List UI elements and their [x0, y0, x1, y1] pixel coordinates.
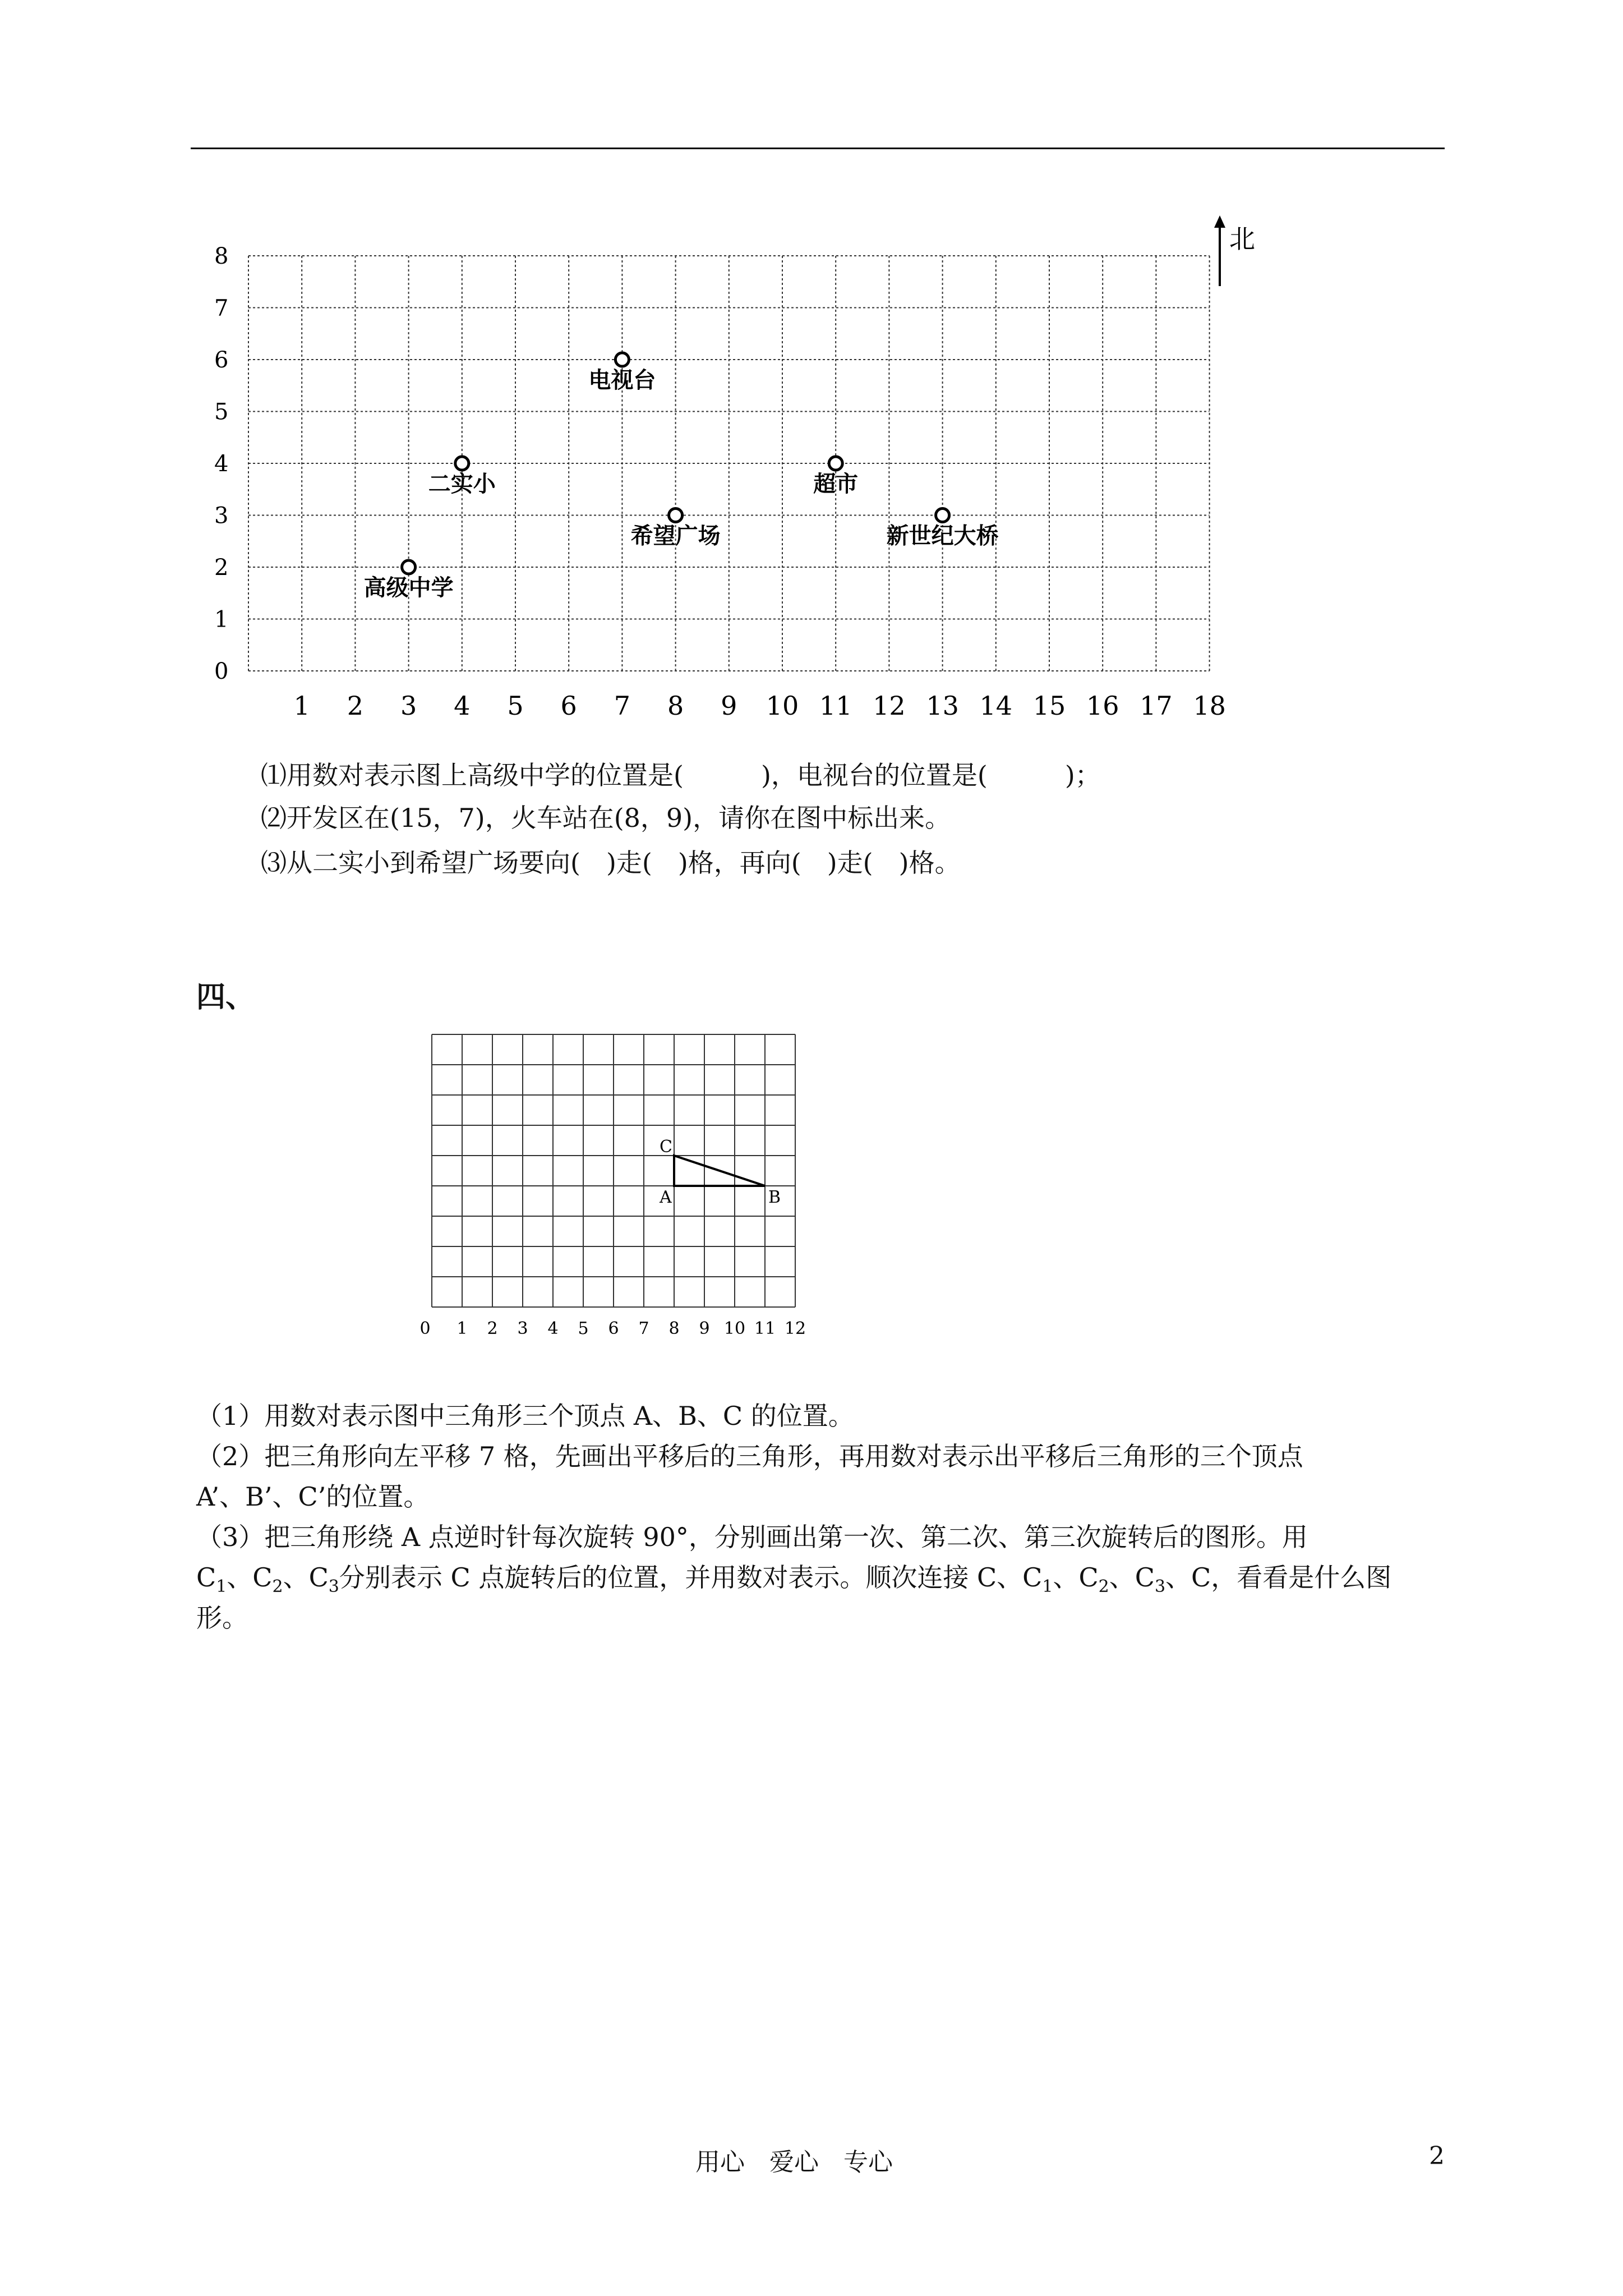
map-y-tick: 1: [214, 606, 229, 633]
map-x-ticks: [294, 691, 1226, 721]
map-x-tick: 16: [1086, 691, 1119, 721]
small-grid-x-tick: 8: [668, 1319, 680, 1338]
small-grid-x-tick: 6: [608, 1319, 619, 1338]
small-grid-x-tick: 7: [638, 1319, 649, 1338]
place-marker: [829, 457, 842, 470]
footer-motto: 用心 爱心 专心: [695, 2148, 893, 2177]
map-y-ticks: [214, 243, 228, 684]
map-y-tick: 6: [214, 347, 229, 373]
place-label: 电视台: [588, 367, 656, 393]
triangle-grid: [415, 1021, 841, 1341]
map-x-tick: 11: [819, 691, 852, 721]
place-label: 新世纪大桥: [886, 523, 999, 549]
map-places: [364, 353, 999, 601]
coordinate-map: [202, 208, 1295, 735]
part3-question-1: ⑴用数对表示图上高级中学的位置是( )，电视台的位置是( )；: [261, 760, 1101, 790]
place-marker: [669, 509, 683, 522]
map-y-tick: 5: [214, 399, 229, 425]
map-y-tick: 0: [214, 659, 229, 684]
triangle: [674, 1156, 765, 1186]
map-x-tick: 15: [1032, 691, 1066, 721]
small-grid-x-tick: 5: [578, 1319, 589, 1338]
page-number: 2: [1429, 2142, 1445, 2170]
place-marker: [402, 560, 416, 574]
map-x-tick: 1: [293, 691, 310, 721]
map-x-tick: 3: [400, 691, 417, 721]
header-rule: [191, 148, 1445, 149]
map-grid: [248, 256, 1210, 671]
map-x-tick: 10: [766, 691, 799, 721]
part3-question-2: ⑵开发区在(15，7)，火车站在(8，9)，请你在图中标出来。: [261, 803, 951, 833]
small-grid-x-tick: 4: [547, 1319, 559, 1338]
vertex-label-c: C: [660, 1137, 672, 1157]
small-grid-x-tick: 2: [487, 1319, 498, 1338]
place-label: 超市: [813, 471, 859, 497]
map-x-tick: 9: [721, 691, 737, 721]
map-x-tick: 14: [979, 691, 1013, 721]
map-x-tick: 5: [507, 691, 524, 721]
small-grid-x-tick: 3: [517, 1319, 528, 1338]
place-marker: [615, 353, 629, 366]
triangle-abc: [659, 1137, 781, 1207]
map-y-tick: 3: [214, 503, 229, 529]
part4-question-2-line2: A’、B’、C’的位置。: [196, 1481, 430, 1512]
small-grid-x-tick: 12: [784, 1319, 806, 1338]
map-x-tick: 7: [614, 691, 631, 721]
part4-question-2-line1: （2）把三角形向左平移 7 格，先画出平移后的三角形，再用数对表示出平移后三角形的三个顶点: [196, 1441, 1303, 1471]
north-arrow: [1214, 215, 1255, 286]
map-y-tick: 2: [214, 555, 229, 581]
part4-question-3-line3: 形。: [196, 1603, 248, 1633]
place-label: 二实小: [428, 471, 496, 497]
svg-text:北: 北: [1229, 224, 1255, 254]
map-x-tick: 8: [667, 691, 684, 721]
map-y-tick: 7: [214, 295, 229, 321]
small-grid-x-tick: 11: [754, 1319, 776, 1338]
part4-question-3-line1: （3）把三角形绕 A 点逆时针每次旋转 90°，分别画出第一次、第二次、第三次旋转后的图形。用: [196, 1522, 1308, 1552]
place-label: 希望广场: [630, 523, 721, 549]
small-grid-x-ticks: [419, 1319, 806, 1338]
vertex-label-b: B: [768, 1188, 781, 1207]
place-label: 高级中学: [363, 575, 454, 601]
vertex-label-a: A: [660, 1188, 672, 1207]
section-heading: 四、: [196, 980, 255, 1014]
small-grid-x-tick: 9: [699, 1319, 710, 1338]
map-x-tick: 18: [1193, 691, 1226, 721]
map-x-tick: 17: [1140, 691, 1173, 721]
map-x-tick: 12: [873, 691, 906, 721]
map-x-tick: 13: [926, 691, 959, 721]
map-x-tick: 2: [347, 691, 364, 721]
small-grid: [432, 1034, 795, 1307]
place-marker: [936, 509, 949, 522]
place-marker: [455, 457, 469, 470]
map-x-tick: 4: [454, 691, 471, 721]
part4-question-1: （1）用数对表示图中三角形三个顶点 A、B、C 的位置。: [196, 1401, 854, 1431]
small-grid-x-tick: 0: [419, 1319, 431, 1338]
small-grid-x-tick: 1: [457, 1319, 468, 1338]
small-grid-x-tick: 10: [723, 1319, 746, 1338]
map-y-tick: 8: [214, 243, 229, 269]
part4-question-3-line2: $C_1$、$C_2$、$C_3$分别表示 C 点旋转后的位置，并用数对表示。顺次连接 C、$C_1$、$C_2$、$C_3$、C，看看是什么图: [196, 1562, 1392, 1597]
map-y-tick: 4: [214, 451, 229, 477]
map-x-tick: 6: [560, 691, 577, 721]
part3-question-3: ⑶从二实小到希望广场要向( )走( )格，再向( )走( )格。: [261, 848, 961, 878]
